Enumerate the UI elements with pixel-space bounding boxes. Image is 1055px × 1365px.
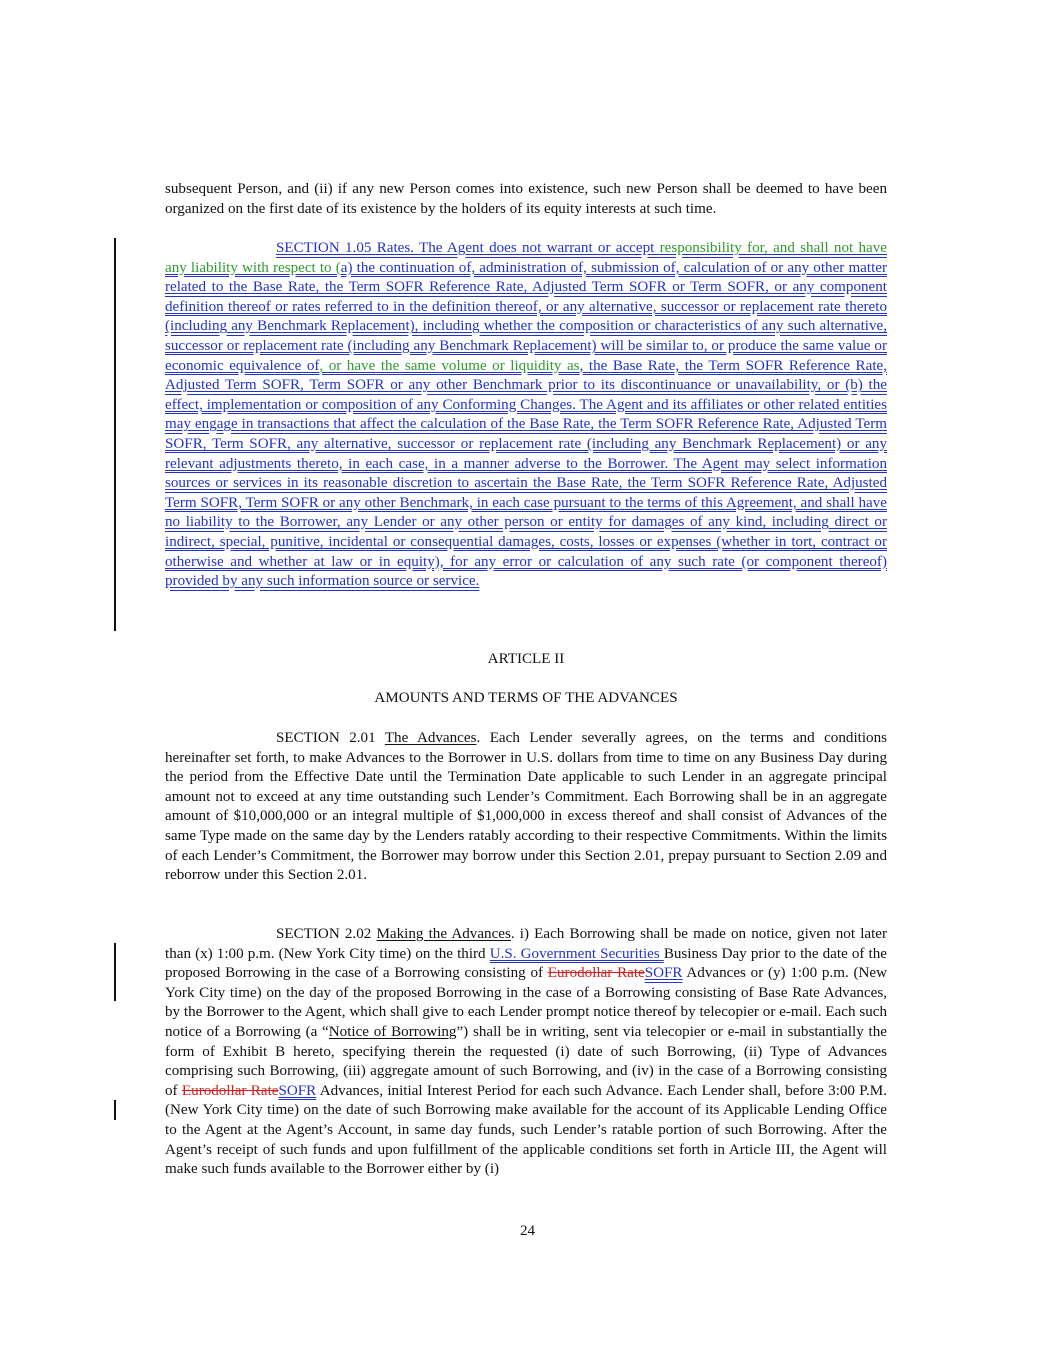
- moved-text: responsibility for, and shall not have any liability with respect to (: [165, 240, 887, 276]
- change-bar: [114, 1100, 116, 1120]
- section-1-05-rates: [165, 239, 887, 592]
- deleted-text: Eurodollar Rate: [181, 1082, 279, 1099]
- article-heading: ARTICLE II: [487, 651, 565, 667]
- section-body: . Each Lender severally agrees, on the terms and conditions hereinafter set forth, to make Advances to the Borrower in U.S. dollars from time to time on any Business Day during the period from the Effective Date until the Termination Date applicable to such Lender in an aggregate principal amount not to exceed at any time outstanding such Lender’s Commitment. Each Borrowing shall be in an aggregate amount of $10,000,000 or an integral multiple of $1,000,000 in excess thereof and shall consist of Advances of the same Type made on the same day by the Lenders ratably according to their respective Commitments. Within the limits of each Lender’s Commitment, the Borrower may borrow under this Section 2.01, prepay pursuant to Section 2.09 and reborrow under this Section 2.01.: [165, 730, 887, 884]
- section-2-02-making-the-advances: [165, 925, 887, 1180]
- inserted-text: SOFR: [644, 965, 683, 982]
- section-body: Business Day prior to the date of the proposed Borrowing in the case of a Borrowing consisting of: [165, 945, 887, 982]
- inserted-text: SOFR: [278, 1082, 317, 1099]
- defined-term: Notice of Borrowing: [328, 1023, 457, 1040]
- section-body: Advances or (y) 1:00 p.m. (New York City time) on the day of the proposed Borrowing in the case of a Borrowing consisting of Base Rate Advances, by the Borrower to the Agent, which shall give to each Lender prompt notice thereof by telecopier or e-mail. Each such notice of a Borrowing (a “: [165, 965, 887, 1040]
- article-title: AMOUNTS AND TERMS OF THE ADVANCES: [374, 690, 678, 706]
- change-bar: [114, 238, 116, 631]
- inserted-text: U.S. Government Securities: [489, 945, 664, 962]
- section-2-01-the-advances: [165, 729, 887, 886]
- inserted-text: , the Base Rate, the Term SOFR Reference Rate, Adjusted Term SOFR, Term SOFR or any other Benchmark prior to its discontinuance or unavailability, or (b) the effect, implementation or composition of any Conforming Changes. The Agent and its affiliates or other related entities may engage in transactions that affect the calculation of the Base Rate, the Term SOFR Reference Rate, Adjusted Term SOFR, Term SOFR, any alternative, successor or replacement rate (including any Benchmark Replacement) or any relevant adjustments thereto, in each case, in a manner adverse to the Borrower. The Agent may select information sources or services in its reasonable discretion to ascertain the Base Rate, the Term SOFR Reference Rate, Adjusted Term SOFR, Term SOFR or any other Benchmark, in each case pursuant to the terms of this Agreement, and shall have no liability to the Borrower, any Lender or any other person or entity for damages of any kind, including direct or indirect, special, punitive, incidental or consequential damages, costs, losses or expenses (whether in tort, contract or otherwise and whether at law or in equity), for any error or calculation of any such rate (or component thereof) provided by any such information source or service.: [165, 357, 887, 590]
- section-number: SECTION 2.02: [276, 926, 377, 942]
- section-body: . i) Each Borrowing shall be made on notice, given not later than (x) 1:00 p.m. (New York City time) on the third: [165, 926, 888, 962]
- section-body: Advances, initial Interest Period for each such Advance. Each Lender shall, before 3:00 P.M. (New York City time) on the date of such Borrowing make available for the account of its Applicable Lending Office to the Agent at the Agent’s Account, in same day funds, such Lender’s ratable portion of such Borrowing. After the Agent’s receipt of such funds and upon fulfillment of the applicable conditions set forth in Article III, the Agent will make such funds available to the Borrower either by (i): [165, 1082, 887, 1178]
- section-title: The Advances: [384, 730, 477, 746]
- inserted-text: SECTION 1.05 Rates. The Agent does not warrant or accept: [276, 240, 660, 256]
- deleted-text: Eurodollar Rate: [547, 965, 645, 982]
- page-number: 24: [519, 1223, 536, 1239]
- section-number: SECTION 2.01: [276, 730, 385, 746]
- change-bar: [114, 943, 116, 1001]
- continuation-paragraph: subsequent Person, and (ii) if any new Person comes into existence, such new Person shall be deemed to have been organized on the first date of its existence by the holders of its equity interests at such time.: [165, 181, 887, 217]
- section-title: Making the Advances: [376, 926, 511, 942]
- moved-text: , or have the same volume or liquidity as: [319, 357, 580, 374]
- inserted-text: a) the continuation of, administration of, submission of, calculation of or any other matter related to the Base Rate, the Term SOFR Reference Rate, Adjusted Term SOFR or Term SOFR, or any component definition thereof or rates referred to in the definition thereof, or any alternative, successor or replacement rate thereto (including any Benchmark Replacement), including whether the composition or characteristics of any such alternative, successor or replacement rate (including any Benchmark Replacement) will be similar to, or produce the same value or economic equivalence of: [165, 259, 887, 374]
- section-body: ”) shall be in writing, sent via telecopier or e-mail in substantially the form of Exhibit B hereto, specifying therein the requested (i) date of such Borrowing, (ii) Type of Advances comprising such Borrowing, (iii) aggregate amount of such Borrowing, and (iv) in the case of a Borrowing consisting of: [165, 1023, 887, 1099]
